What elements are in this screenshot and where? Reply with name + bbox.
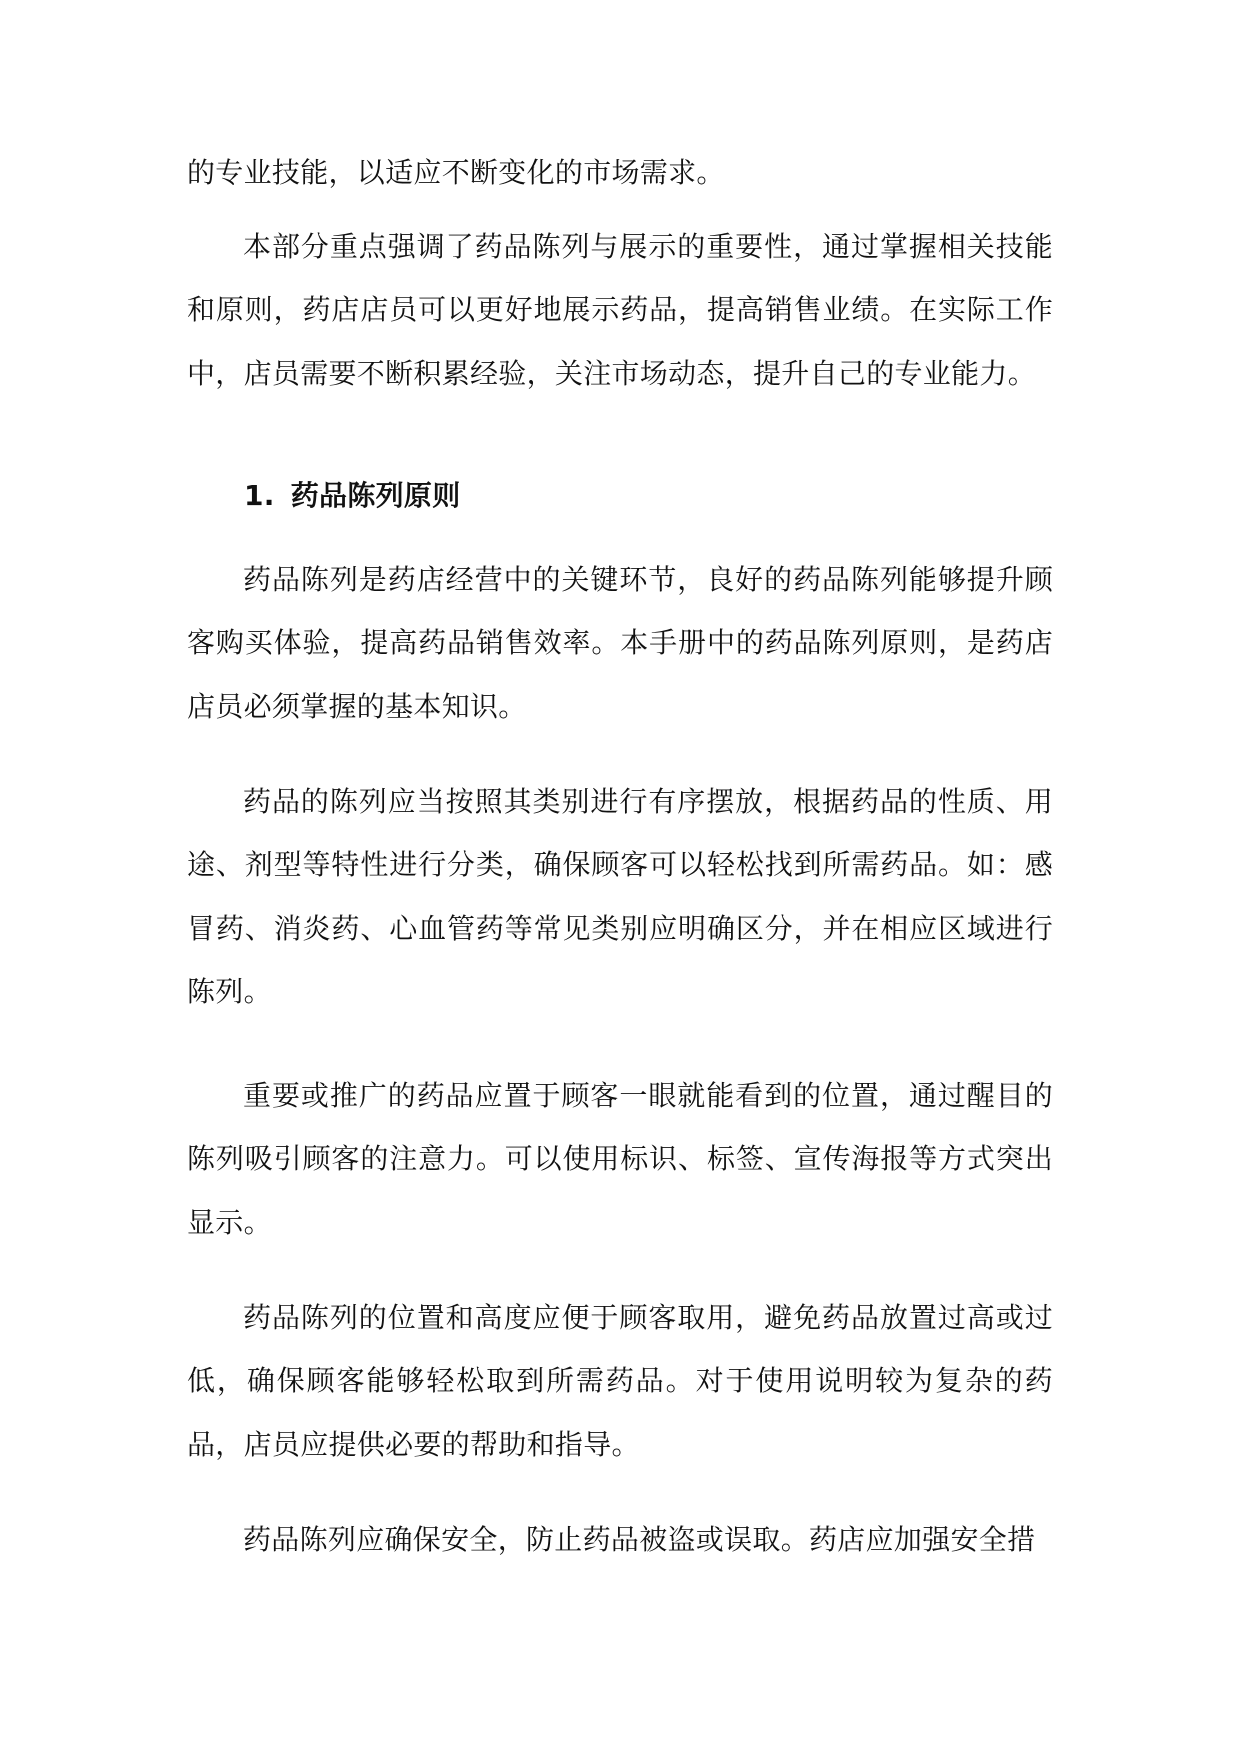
paragraph-promotion: 重要或推广的药品应置于顾客一眼就能看到的位置，通过醒目的陈列吸引顾客的注意力。可以使用标识、标签、宣传海报等方式突出显示。 bbox=[187, 1079, 1053, 1239]
heading-number: 1. bbox=[244, 479, 275, 512]
section-heading bbox=[244, 476, 461, 516]
paragraph-block-1 bbox=[187, 215, 1053, 405]
paragraph-block-2 bbox=[187, 548, 1053, 738]
paragraph-accessibility: 药品陈列的位置和高度应便于顾客取用，避免药品放置过高或过低，确保顾客能够轻松取到所需药品。对于使用说明较为复杂的药品，店员应提供必要的帮助和指导。 bbox=[187, 1301, 1053, 1461]
paragraph-block-3 bbox=[187, 770, 1053, 1023]
paragraph-block-4 bbox=[187, 1064, 1053, 1254]
heading-title: 药品陈列原则 bbox=[290, 479, 461, 512]
paragraph-summary: 本部分重点强调了药品陈列与展示的重要性，通过掌握相关技能和原则，药店店员可以更好地展示药品，提高销售业绩。在实际工作中，店员需要不断积累经验，关注市场动态，提升自己的专业能力。 bbox=[187, 230, 1053, 390]
continued-paragraph: 的专业技能，以适应不断变化的市场需求。 bbox=[187, 156, 725, 189]
paragraph-category: 药品的陈列应当按照其类别进行有序摆放，根据药品的性质、用途、剂型等特性进行分类，确保顾客可以轻松找到所需药品。如：感冒药、消炎药、心血管药等常见类别应明确区分，并在相应区域进行陈列。 bbox=[187, 785, 1053, 1008]
paragraph-block-6 bbox=[187, 1508, 1053, 1571]
paragraph-block-5 bbox=[187, 1286, 1053, 1476]
paragraph-intro: 药品陈列是药店经营中的关键环节，良好的药品陈列能够提升顾客购买体验，提高药品销售效率。本手册中的药品陈列原则，是药店店员必须掌握的基本知识。 bbox=[187, 563, 1053, 723]
paragraph-safety: 药品陈列应确保安全，防止药品被盗或误取。药店应加强安全措 bbox=[243, 1523, 1036, 1556]
